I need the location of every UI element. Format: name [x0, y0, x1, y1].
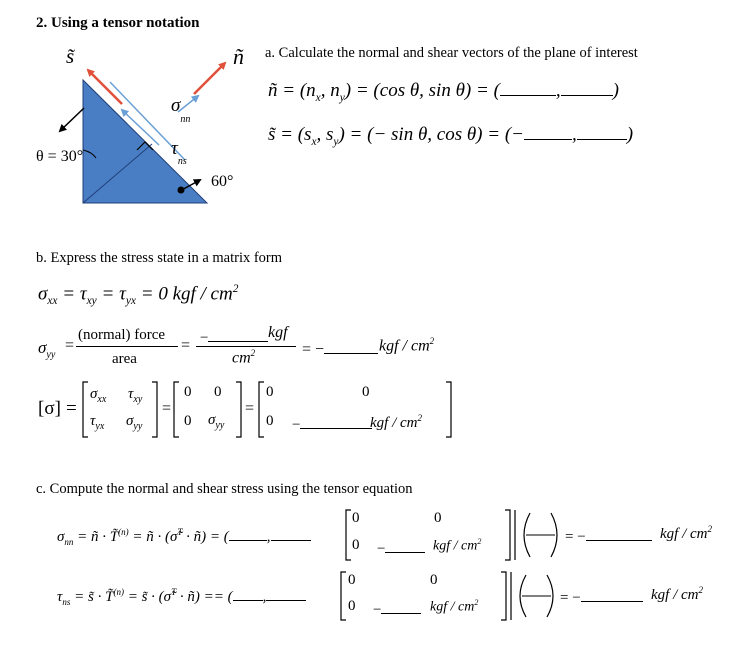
area-blank-unit: $cm^2$: [232, 348, 256, 367]
m1-sxx: $\sigma_{xx}$: [90, 386, 107, 405]
c2-result-blank[interactable]: [581, 586, 643, 602]
sigma-label: $\sigma_{nn}$: [171, 95, 191, 125]
sigma-matrix-symbol: [σ]: [38, 398, 61, 419]
c1-result-blank[interactable]: [586, 525, 652, 541]
part-c-question: c. Compute the normal and shear stress using the tensor equation: [36, 481, 413, 497]
m3-c: 0: [266, 413, 274, 429]
m2-a: 0: [184, 384, 192, 400]
c1-m-b: 0: [434, 510, 442, 526]
m2-syy: $\sigma_{yy}$: [208, 412, 225, 431]
syy-equals: =: [65, 337, 75, 354]
zero-stress-equation: $\sigma_{xx} = \tau_{xy} = \tau_{yx} = 0$ kgf / $cm^2$: [38, 283, 239, 308]
m1-syy: $\sigma_{yy}$: [126, 413, 143, 432]
c1-m-a: 0: [352, 510, 360, 526]
frac-equals: =: [181, 337, 191, 354]
m2-c: 0: [184, 413, 192, 429]
theta-label: θ = 30°: [36, 148, 84, 165]
m1-tyx: $\tau_{yx}$: [90, 413, 105, 432]
area-denominator: area: [112, 351, 137, 367]
matrix-eq2: =: [162, 400, 172, 417]
m3-b: 0: [362, 384, 370, 400]
section-heading: 2. Using a tensor notation: [36, 15, 200, 31]
tns-blank-1[interactable]: [233, 585, 263, 601]
n-vector-label: ñ: [233, 44, 244, 69]
m2-b: 0: [214, 384, 222, 400]
tau-ns-equation: $\tau_{ns}$ = s̃ · T̃$^{(n)}$ = s̃ · (σ̃$^T$ · ñ) == ( ,: [57, 585, 306, 607]
matrix-eq3: =: [245, 400, 255, 417]
m3-unit: kgf / $cm^2$: [370, 413, 422, 431]
c2-result: = −: [560, 586, 643, 607]
c1-m-blank[interactable]: [385, 537, 425, 553]
s-vector-equation: s̃ = ($s_x$, $s_y$) = (− sin θ, cos θ) = (− , ): [268, 120, 633, 148]
force-minus: −: [200, 326, 268, 347]
force-numerator: (normal) force: [78, 327, 166, 343]
m3-d: −: [292, 413, 372, 434]
syy-result: = −: [302, 337, 378, 359]
kgf-label: kgf: [268, 324, 288, 341]
c1-final-unit: kgf / $cm^2$: [660, 524, 712, 542]
c2-m-blank[interactable]: [381, 598, 421, 614]
m1-txy: $\tau_{xy}$: [128, 386, 143, 405]
c2-final-unit: kgf / $cm^2$: [651, 585, 703, 603]
angle-60-label: 60°: [211, 173, 234, 190]
syy-unit: kgf / $cm^2$: [379, 336, 435, 355]
matrix-eq1: =: [66, 398, 77, 419]
sigma-yy-label: $\sigma_{yy}$: [38, 338, 56, 361]
s-vector-label: s̃: [66, 44, 75, 68]
c1-result: = −: [565, 525, 652, 546]
tau-label: $\tau_{ns}$: [171, 138, 187, 167]
c2-m-unit: kgf / $cm^2$: [430, 598, 479, 615]
c2-m-c: 0: [348, 598, 356, 614]
c1-m-c: 0: [352, 537, 360, 553]
part-b-question: b. Express the stress state in a matrix form: [36, 250, 283, 266]
c2-m-d: −: [373, 598, 421, 619]
n-vector-equation: ñ = ($n_x$, $n_y) = (\cos$ θ, sin θ) = ( , ): [268, 76, 619, 104]
c2-m-a: 0: [348, 572, 356, 588]
c2-m-b: 0: [430, 572, 438, 588]
tns-blank-2[interactable]: [266, 585, 306, 601]
m3-a: 0: [266, 384, 274, 400]
c1-m-d: −: [377, 537, 425, 558]
c1-m-unit: kgf / $cm^2$: [433, 537, 482, 554]
part-a-question: a. Calculate the normal and shear vectors of the plane of interest: [265, 45, 638, 61]
sigma-nn-equation: $\sigma_{nn}$ = ñ · T̃$^{(n)}$ = ñ · (σ̃$^T$ · ñ) = ( ,: [57, 525, 311, 547]
